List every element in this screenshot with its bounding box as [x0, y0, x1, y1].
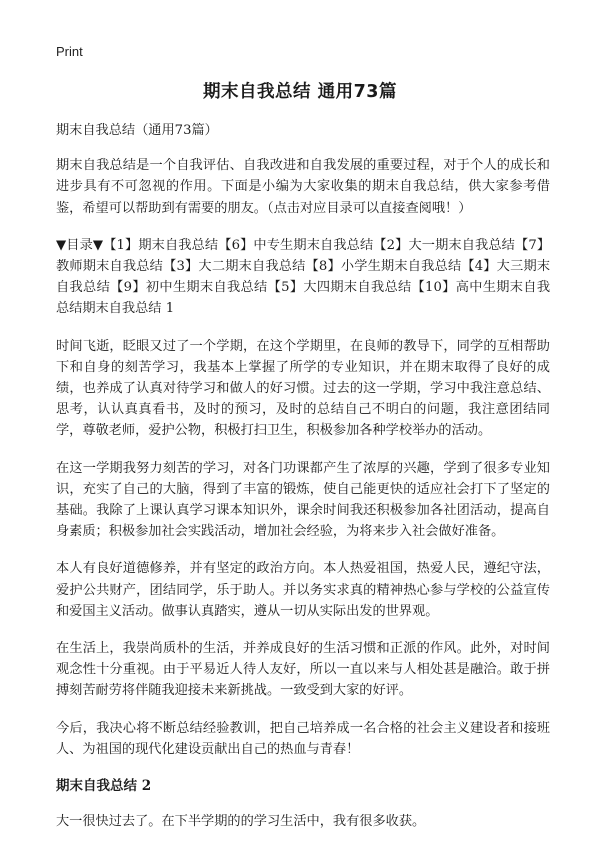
article-subtitle: 期末自我总结（通用73篇）	[56, 123, 218, 138]
body-paragraph-4: 在生活上，我崇尚质朴的生活，并养成良好的生活习惯和正派的作风。此外，对时间观念性十分重视。由于平易近人待人友好，所以一直以来与人相处甚是融洽。敢于拼搏刻苦耐劳将伴随我迎接未来新挑战。一致受到大家的好评。	[56, 641, 550, 699]
toc-label: ▼目录▼	[56, 237, 104, 253]
section-2-paragraph-1: 大一很快过去了。在下半学期的的学习生活中，我有很多收获。	[56, 814, 426, 830]
toc-item-10[interactable]: 【10】高中生期末自我总结	[56, 280, 551, 317]
intro-paragraph: 期末自我总结是一个自我评估、自我改进和自我发展的重要过程，对于个人的成长和进步具有不可忽视的作用。下面是小编为大家收集的期末自我总结，供大家参考借鉴，希望可以帮助到有需要的朋友。（点击对应目录可以直接查阅哦！）	[56, 158, 550, 216]
toc-item-1[interactable]: 【1】期末自我总结	[103, 237, 219, 253]
body-paragraph-5: 今后，我决心将不断总结经验教训，把自己培养成一名合格的社会主义建设者和接班人、为祖国的现代化建设贡献出自己的热血与青春！	[56, 720, 550, 757]
toc-item-3[interactable]: 【3】大二期末自我总结	[163, 259, 306, 275]
toc-item-8[interactable]: 【8】小学生期末自我总结	[305, 259, 462, 275]
page-title: 期末自我总结 通用73篇	[203, 82, 397, 102]
body-paragraph-1: 时间飞逝，眨眼又过了一个学期，在这个学期里，在良师的教导下，同学的互相帮助下和自身的刻苦学习，我基本上掌握了所学的专业知识，并在期末取得了良好的成绩，也养成了认真对待学习和做人的好习惯。过去的这一学期，学习中我注意总结、思考，认认真真看书，及时的预习，及时的总结自己不明白的问题，我注意团结同学，尊敬老师，爱护公物，积极打扫卫生，积极参加各种学校举办的活动。	[56, 338, 550, 439]
print-link[interactable]: Print	[56, 44, 83, 59]
section-2-heading: 期末自我总结 2	[56, 778, 152, 795]
article-body	[56, 120, 550, 848]
body-paragraph-3: 本人有良好道德修养，并有坚定的政治方向。本人热爱祖国，热爱人民，遵纪守法，爱护公共财产，团结同学，乐于助人。并以务实求真的精神热心参与学校的公益宣传和爱国主义活动。做事认真踏实，遵从一切从实际出发的世界观。	[56, 561, 550, 619]
toc-item-2[interactable]: 【2】大一期末自我总结	[373, 237, 515, 253]
toc-item-5[interactable]: 【5】大四期末自我总结	[267, 280, 412, 296]
section-1-heading: 期末自我总结 1	[82, 301, 175, 317]
toc-item-4[interactable]: 【4】大三期末自我总结	[56, 259, 551, 296]
toc-item-7[interactable]: 【7】教师期末自我总结	[56, 237, 551, 275]
toc-item-9[interactable]: 【9】初中生期末自我总结	[110, 280, 268, 296]
toc-item-6[interactable]: 【6】中专生期末自我总结	[218, 237, 374, 253]
table-of-contents	[56, 235, 550, 320]
body-paragraph-2: 在这一学期我努力刻苦的学习，对各门功课都产生了浓厚的兴趣，学到了很多专业知识，充实了自己的大脑，得到了丰富的锻炼，使自己能更快的适应社会打下了坚定的基础。我除了上课认真学习课本知识外，课余时间我还积极参加各社团活动，提高自身素质；积极参加社会实践活动，增加社会经验，为将来步入社会做好准备。	[56, 460, 550, 540]
